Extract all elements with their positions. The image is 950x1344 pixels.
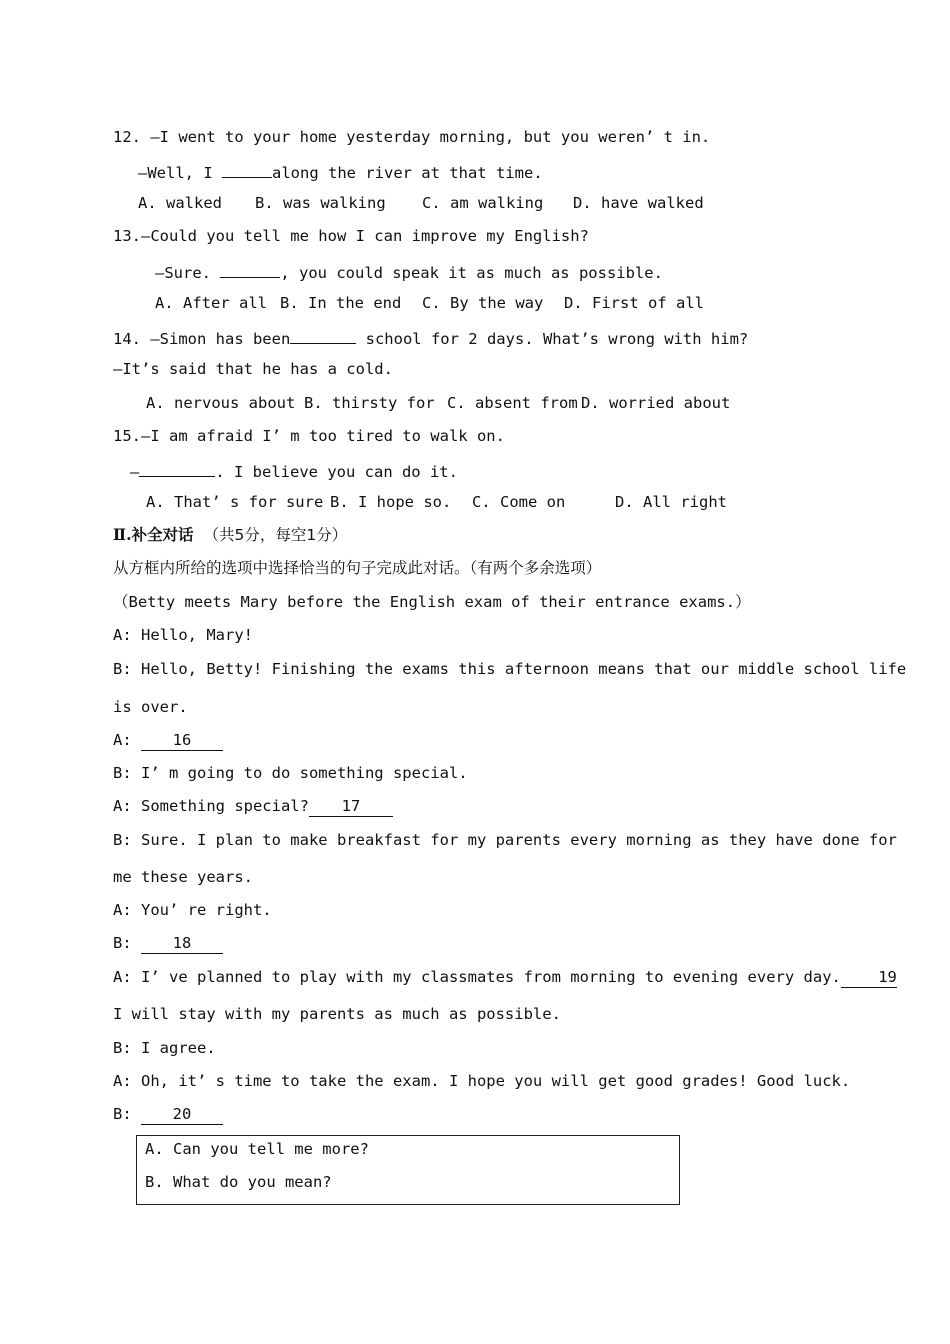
q15-option-a: A. That’ s for sure	[146, 493, 324, 511]
q14-option-c: C. absent from	[447, 394, 578, 412]
q13-option-d: D. First of all	[564, 294, 704, 312]
q12-option-c: C. am walking	[422, 194, 544, 212]
blank-19: 19	[841, 967, 897, 988]
q15-option-b: B. I hope so.	[330, 493, 452, 511]
dialogue-line-9-pre: A: I’ ve planned to play with my classmates from morning to evening every day.	[113, 968, 841, 986]
dialogue-line-10: B: I agree.	[113, 1039, 216, 1057]
q14-option-d: D. worried about	[581, 394, 731, 412]
q13-stem: 13.—Could you tell me how I can improve my English?	[113, 227, 589, 245]
q13-reply	[155, 259, 663, 284]
q15-reply-pre: —	[130, 463, 140, 481]
dialogue-line-9b: I will stay with my parents as much as possible.	[113, 1005, 561, 1023]
q15-stem: 15.—I am afraid I’ m too tired to walk on.	[113, 427, 505, 445]
blank-20: 20	[141, 1104, 223, 1125]
section2-instruction: 从方框内所给的选项中选择恰当的句子完成此对话。（有两个多余选项）	[113, 559, 602, 577]
q12-stem: 12. —I went to your home yesterday morning, but you weren’ t in.	[113, 128, 711, 146]
q12-blank	[222, 159, 272, 178]
box-option-a: A. Can you tell me more?	[145, 1140, 369, 1158]
dialogue-line-1: A: Hello, Mary!	[113, 626, 253, 644]
q15-option-d: D. All right	[615, 493, 727, 511]
q14-option-b: B. thirsty for	[304, 394, 435, 412]
q14-reply: —It’s said that he has a cold.	[113, 360, 393, 378]
q13-option-a: A. After all	[155, 294, 267, 312]
q13-option-c: C. By the way	[422, 294, 544, 312]
dialogue-line-11: A: Oh, it’ s time to take the exam. I hope you will get good grades! Good luck.	[113, 1072, 851, 1090]
q12-reply-post: along the river at that time.	[272, 164, 543, 182]
dialogue-line-3	[113, 729, 223, 751]
dialogue-line-9	[113, 966, 897, 988]
q14-stem-post: school for 2 days. What’s wrong with him?	[356, 330, 749, 348]
q12-option-b: B. was walking	[255, 194, 386, 212]
dialogue-line-8-pre: B:	[113, 934, 141, 952]
dialogue-line-12-pre: B:	[113, 1105, 141, 1123]
q12-option-d: D. have walked	[573, 194, 704, 212]
q13-option-b: B. In the end	[280, 294, 402, 312]
blank-16: 16	[141, 730, 223, 751]
box-option-b: B. What do you mean?	[145, 1173, 332, 1191]
q15-blank	[139, 458, 215, 477]
options-box	[136, 1135, 680, 1205]
q14-blank	[290, 325, 356, 344]
dialogue-line-5-pre: A: Something special?	[113, 797, 309, 815]
q15-reply	[130, 458, 458, 483]
dialogue-line-6a: B: Sure. I plan to make breakfast for my parents every morning as they have done for	[113, 831, 897, 849]
section2-score: （共5分，每空1分）	[203, 526, 348, 544]
q15-option-c: C. Come on	[472, 493, 566, 511]
q12-reply	[138, 159, 543, 184]
dialogue-line-2a: B: Hello, Betty! Finishing the exams this afternoon means that our middle school life	[113, 660, 907, 678]
q12-reply-pre: —Well, I	[138, 164, 222, 182]
dialogue-line-5	[113, 795, 393, 817]
dialogue-line-12	[113, 1103, 223, 1125]
q15-reply-post: . I believe you can do it.	[215, 463, 458, 481]
dialogue-line-8	[113, 932, 223, 954]
section2-heading-line	[113, 524, 347, 546]
blank-18: 18	[141, 933, 223, 954]
dialogue-line-6b: me these years.	[113, 868, 253, 886]
q14-stem-pre: 14. —Simon has been	[113, 330, 291, 348]
dialogue-line-7: A: You’ re right.	[113, 901, 272, 919]
blank-17: 17	[309, 796, 393, 817]
q12-option-a: A. walked	[138, 194, 222, 212]
q14-option-a: A. nervous about	[146, 394, 296, 412]
section2-heading: Ⅱ.补全对话	[113, 525, 194, 544]
section2-context: （Betty meets Mary before the English exam of their entrance exams.）	[113, 593, 751, 611]
dialogue-line-2b: is over.	[113, 698, 188, 716]
dialogue-line-3-pre: A:	[113, 731, 141, 749]
dialogue-line-4: B: I’ m going to do something special.	[113, 764, 468, 782]
q13-reply-post: , you could speak it as much as possible.	[280, 264, 663, 282]
q14-stem	[113, 325, 748, 350]
q13-reply-pre: —Sure.	[155, 264, 221, 282]
q13-blank	[220, 259, 280, 278]
